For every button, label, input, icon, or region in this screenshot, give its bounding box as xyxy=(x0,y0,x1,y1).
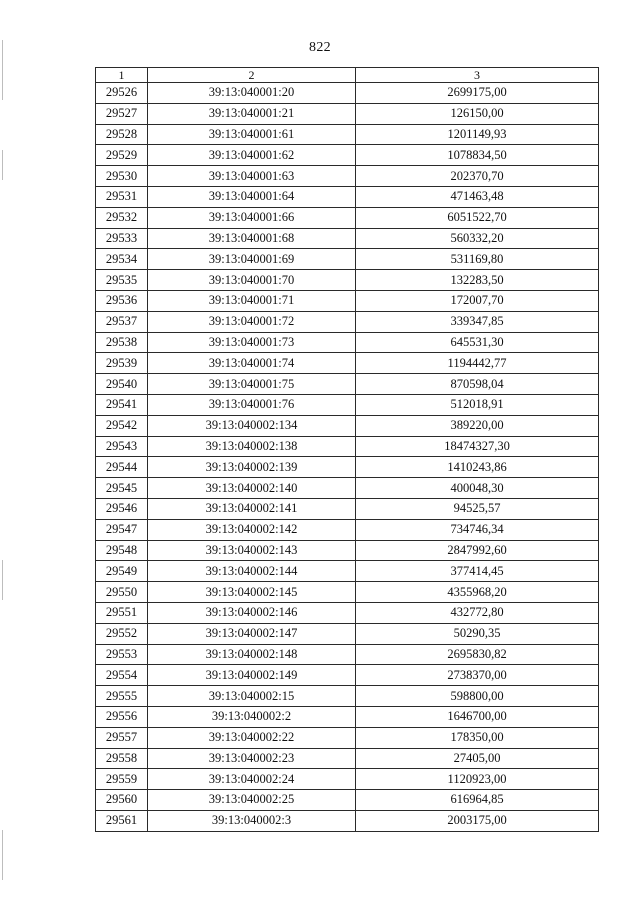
cadastral-number-cell: 39:13:040001:70 xyxy=(148,270,356,291)
cadastral-number-cell: 39:13:040001:69 xyxy=(148,249,356,270)
table-row xyxy=(96,457,599,478)
table-row xyxy=(96,311,599,332)
value-cell: 400048,30 xyxy=(356,478,599,499)
table-row xyxy=(96,228,599,249)
value-cell: 2695830,82 xyxy=(356,644,599,665)
row-number-cell: 29535 xyxy=(96,270,148,291)
cadastral-number-cell: 39:13:040001:62 xyxy=(148,145,356,166)
value-cell: 2699175,00 xyxy=(356,83,599,104)
cadastral-number-cell: 39:13:040002:149 xyxy=(148,665,356,686)
cadastral-number-cell: 39:13:040002:24 xyxy=(148,769,356,790)
cadastral-number-cell: 39:13:040001:66 xyxy=(148,207,356,228)
value-cell: 50290,35 xyxy=(356,623,599,644)
row-number-cell: 29536 xyxy=(96,290,148,311)
row-number-cell: 29541 xyxy=(96,394,148,415)
row-number-cell: 29533 xyxy=(96,228,148,249)
row-number-cell: 29539 xyxy=(96,353,148,374)
value-cell: 389220,00 xyxy=(356,415,599,436)
row-number-cell: 29558 xyxy=(96,748,148,769)
column-header-2: 2 xyxy=(148,68,356,83)
cadastral-number-cell: 39:13:040002:2 xyxy=(148,706,356,727)
row-number-cell: 29556 xyxy=(96,706,148,727)
value-cell: 870598,04 xyxy=(356,374,599,395)
cadastral-number-cell: 39:13:040002:25 xyxy=(148,790,356,811)
row-number-cell: 29551 xyxy=(96,602,148,623)
row-number-cell: 29550 xyxy=(96,582,148,603)
table-row xyxy=(96,665,599,686)
value-cell: 339347,85 xyxy=(356,311,599,332)
row-number-cell: 29526 xyxy=(96,83,148,104)
table-header xyxy=(96,68,599,83)
row-number-cell: 29543 xyxy=(96,436,148,457)
table-row xyxy=(96,415,599,436)
value-cell: 512018,91 xyxy=(356,394,599,415)
value-cell: 645531,30 xyxy=(356,332,599,353)
cadastral-number-cell: 39:13:040001:61 xyxy=(148,124,356,145)
value-cell: 202370,70 xyxy=(356,166,599,187)
cadastral-number-cell: 39:13:040002:23 xyxy=(148,748,356,769)
cadastral-number-cell: 39:13:040001:72 xyxy=(148,311,356,332)
table-row xyxy=(96,727,599,748)
value-cell: 432772,80 xyxy=(356,602,599,623)
table-row xyxy=(96,478,599,499)
column-header-1: 1 xyxy=(96,68,148,83)
scan-margin-line xyxy=(2,830,3,880)
value-cell: 1120923,00 xyxy=(356,769,599,790)
value-cell: 616964,85 xyxy=(356,790,599,811)
value-cell: 1646700,00 xyxy=(356,706,599,727)
value-cell: 560332,20 xyxy=(356,228,599,249)
value-cell: 1078834,50 xyxy=(356,145,599,166)
value-cell: 531169,80 xyxy=(356,249,599,270)
value-cell: 27405,00 xyxy=(356,748,599,769)
cadastral-number-cell: 39:13:040002:145 xyxy=(148,582,356,603)
row-number-cell: 29553 xyxy=(96,644,148,665)
row-number-cell: 29540 xyxy=(96,374,148,395)
value-cell: 2847992,60 xyxy=(356,540,599,561)
scan-margin-line xyxy=(2,560,3,600)
table-row xyxy=(96,623,599,644)
row-number-cell: 29554 xyxy=(96,665,148,686)
table-row xyxy=(96,540,599,561)
value-cell: 94525,57 xyxy=(356,498,599,519)
row-number-cell: 29544 xyxy=(96,457,148,478)
row-number-cell: 29529 xyxy=(96,145,148,166)
cadastral-number-cell: 39:13:040002:22 xyxy=(148,727,356,748)
table-row xyxy=(96,290,599,311)
row-number-cell: 29527 xyxy=(96,103,148,124)
header-row xyxy=(96,68,599,83)
cadastral-number-cell: 39:13:040002:139 xyxy=(148,457,356,478)
value-cell: 172007,70 xyxy=(356,290,599,311)
table-row xyxy=(96,124,599,145)
value-cell: 377414,45 xyxy=(356,561,599,582)
cadastral-number-cell: 39:13:040002:144 xyxy=(148,561,356,582)
cadastral-number-cell: 39:13:040001:71 xyxy=(148,290,356,311)
table-row xyxy=(96,166,599,187)
cadastral-number-cell: 39:13:040001:68 xyxy=(148,228,356,249)
table-row xyxy=(96,207,599,228)
row-number-cell: 29557 xyxy=(96,727,148,748)
table-row xyxy=(96,790,599,811)
row-number-cell: 29547 xyxy=(96,519,148,540)
row-number-cell: 29545 xyxy=(96,478,148,499)
value-cell: 6051522,70 xyxy=(356,207,599,228)
column-header-3: 3 xyxy=(356,68,599,83)
scan-margin-line xyxy=(2,150,3,180)
table-row xyxy=(96,498,599,519)
table-row xyxy=(96,644,599,665)
row-number-cell: 29542 xyxy=(96,415,148,436)
cadastral-number-cell: 39:13:040002:141 xyxy=(148,498,356,519)
row-number-cell: 29559 xyxy=(96,769,148,790)
cadastral-number-cell: 39:13:040002:146 xyxy=(148,602,356,623)
row-number-cell: 29531 xyxy=(96,186,148,207)
row-number-cell: 29537 xyxy=(96,311,148,332)
cadastral-number-cell: 39:13:040002:3 xyxy=(148,810,356,831)
table-row xyxy=(96,769,599,790)
table-body xyxy=(96,83,599,832)
cadastral-number-cell: 39:13:040002:142 xyxy=(148,519,356,540)
cadastral-number-cell: 39:13:040002:143 xyxy=(148,540,356,561)
cadastral-number-cell: 39:13:040002:134 xyxy=(148,415,356,436)
value-cell: 126150,00 xyxy=(356,103,599,124)
row-number-cell: 29552 xyxy=(96,623,148,644)
value-cell: 1201149,93 xyxy=(356,124,599,145)
row-number-cell: 29546 xyxy=(96,498,148,519)
cadastral-value-table xyxy=(95,67,599,832)
row-number-cell: 29532 xyxy=(96,207,148,228)
cadastral-number-cell: 39:13:040001:21 xyxy=(148,103,356,124)
table-row xyxy=(96,270,599,291)
row-number-cell: 29555 xyxy=(96,686,148,707)
table-row xyxy=(96,83,599,104)
value-cell: 598800,00 xyxy=(356,686,599,707)
cadastral-number-cell: 39:13:040001:76 xyxy=(148,394,356,415)
cadastral-number-cell: 39:13:040002:140 xyxy=(148,478,356,499)
value-cell: 471463,48 xyxy=(356,186,599,207)
table-row xyxy=(96,706,599,727)
row-number-cell: 29561 xyxy=(96,810,148,831)
table-row xyxy=(96,519,599,540)
table-row xyxy=(96,686,599,707)
value-cell: 178350,00 xyxy=(356,727,599,748)
row-number-cell: 29534 xyxy=(96,249,148,270)
table-row xyxy=(96,353,599,374)
cadastral-number-cell: 39:13:040002:148 xyxy=(148,644,356,665)
cadastral-number-cell: 39:13:040001:73 xyxy=(148,332,356,353)
table-row xyxy=(96,186,599,207)
table-row xyxy=(96,332,599,353)
table-row xyxy=(96,810,599,831)
row-number-cell: 29528 xyxy=(96,124,148,145)
row-number-cell: 29548 xyxy=(96,540,148,561)
table-row xyxy=(96,249,599,270)
table-row xyxy=(96,748,599,769)
page-number: 822 xyxy=(309,40,331,55)
row-number-cell: 29549 xyxy=(96,561,148,582)
value-cell: 132283,50 xyxy=(356,270,599,291)
value-cell: 734746,34 xyxy=(356,519,599,540)
row-number-cell: 29538 xyxy=(96,332,148,353)
table-row xyxy=(96,436,599,457)
table-row xyxy=(96,602,599,623)
cadastral-number-cell: 39:13:040001:75 xyxy=(148,374,356,395)
table-row xyxy=(96,394,599,415)
row-number-cell: 29530 xyxy=(96,166,148,187)
table-row xyxy=(96,374,599,395)
table-row xyxy=(96,582,599,603)
cadastral-number-cell: 39:13:040001:64 xyxy=(148,186,356,207)
value-cell: 2003175,00 xyxy=(356,810,599,831)
table-row xyxy=(96,145,599,166)
value-cell: 2738370,00 xyxy=(356,665,599,686)
table-row xyxy=(96,103,599,124)
table-row xyxy=(96,561,599,582)
row-number-cell: 29560 xyxy=(96,790,148,811)
value-cell: 18474327,30 xyxy=(356,436,599,457)
value-cell: 1194442,77 xyxy=(356,353,599,374)
cadastral-number-cell: 39:13:040002:15 xyxy=(148,686,356,707)
cadastral-number-cell: 39:13:040002:147 xyxy=(148,623,356,644)
cadastral-number-cell: 39:13:040001:20 xyxy=(148,83,356,104)
value-cell: 4355968,20 xyxy=(356,582,599,603)
cadastral-number-cell: 39:13:040002:138 xyxy=(148,436,356,457)
cadastral-number-cell: 39:13:040001:74 xyxy=(148,353,356,374)
value-cell: 1410243,86 xyxy=(356,457,599,478)
cadastral-number-cell: 39:13:040001:63 xyxy=(148,166,356,187)
